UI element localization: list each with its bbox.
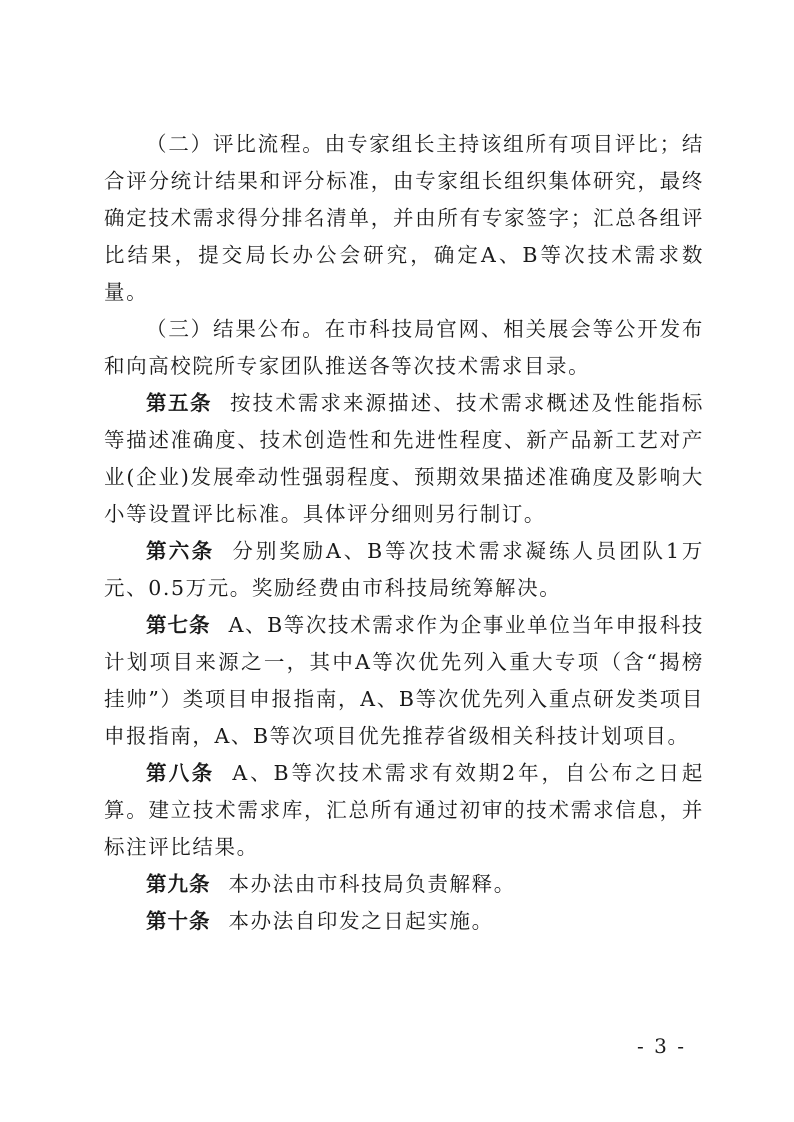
- article-5: [104, 385, 704, 533]
- paragraph-text: （二）评比流程。由专家组长主持该组所有项目评比；结合评分统计结果和评分标准，由专家组长组织集体研究，最终确定技术需求得分排名清单，并由所有专家签字；汇总各组评比结果，提交局长办公会研究，确定A、B等次技术需求数量。: [104, 132, 704, 304]
- article-text: 本办法自印发之日起实施。: [228, 909, 494, 933]
- article-7: [104, 607, 704, 755]
- article-label: 第六条: [146, 539, 215, 563]
- article-label: 第十条: [146, 909, 211, 933]
- article-10: [104, 903, 704, 940]
- article-label: 第五条: [146, 391, 212, 415]
- paragraph-text: （三）结果公布。在市科技局官网、相关展会等公开发布和向高校院所专家团队推送各等次技术需求目录。: [104, 317, 704, 378]
- paragraph-result-publication: [104, 311, 704, 385]
- article-text: 按技术需求来源描述、技术需求概述及性能指标等描述准确度、技术创造性和先进性程度、新产品新工艺对产业(企业)发展牵动性强弱程度、预期效果描述准确度及影响大小等设置评比标准。具体评分细则另行制订。: [104, 391, 705, 526]
- article-6: [104, 533, 704, 607]
- article-text: 分别奖励A、B等次技术需求凝练人员团队1万元、0.5万元。奖励经费由市科技局统筹解决。: [104, 539, 705, 600]
- paragraph-evaluation-process: [104, 126, 704, 311]
- article-text: A、B等次技术需求作为企事业单位当年申报科技计划项目来源之一，其中A等次优先列入重大专项（含“揭榜挂帅”）类项目申报指南，A、B等次优先列入重点研发类项目申报指南，A、B等次项目优先推荐省级相关科技计划项目。: [104, 613, 704, 748]
- article-9: [104, 866, 704, 903]
- article-text: 本办法由市科技局负责解释。: [228, 872, 516, 896]
- article-text: A、B等次技术需求有效期2年，自公布之日起算。建立技术需求库，汇总所有通过初审的技术需求信息，并标注评比结果。: [104, 761, 705, 859]
- page-number: - 3 -: [637, 1034, 686, 1058]
- article-label: 第九条: [146, 872, 211, 896]
- article-8: [104, 755, 704, 866]
- article-label: 第七条: [146, 613, 211, 637]
- article-label: 第八条: [146, 761, 215, 785]
- document-body: [104, 126, 704, 940]
